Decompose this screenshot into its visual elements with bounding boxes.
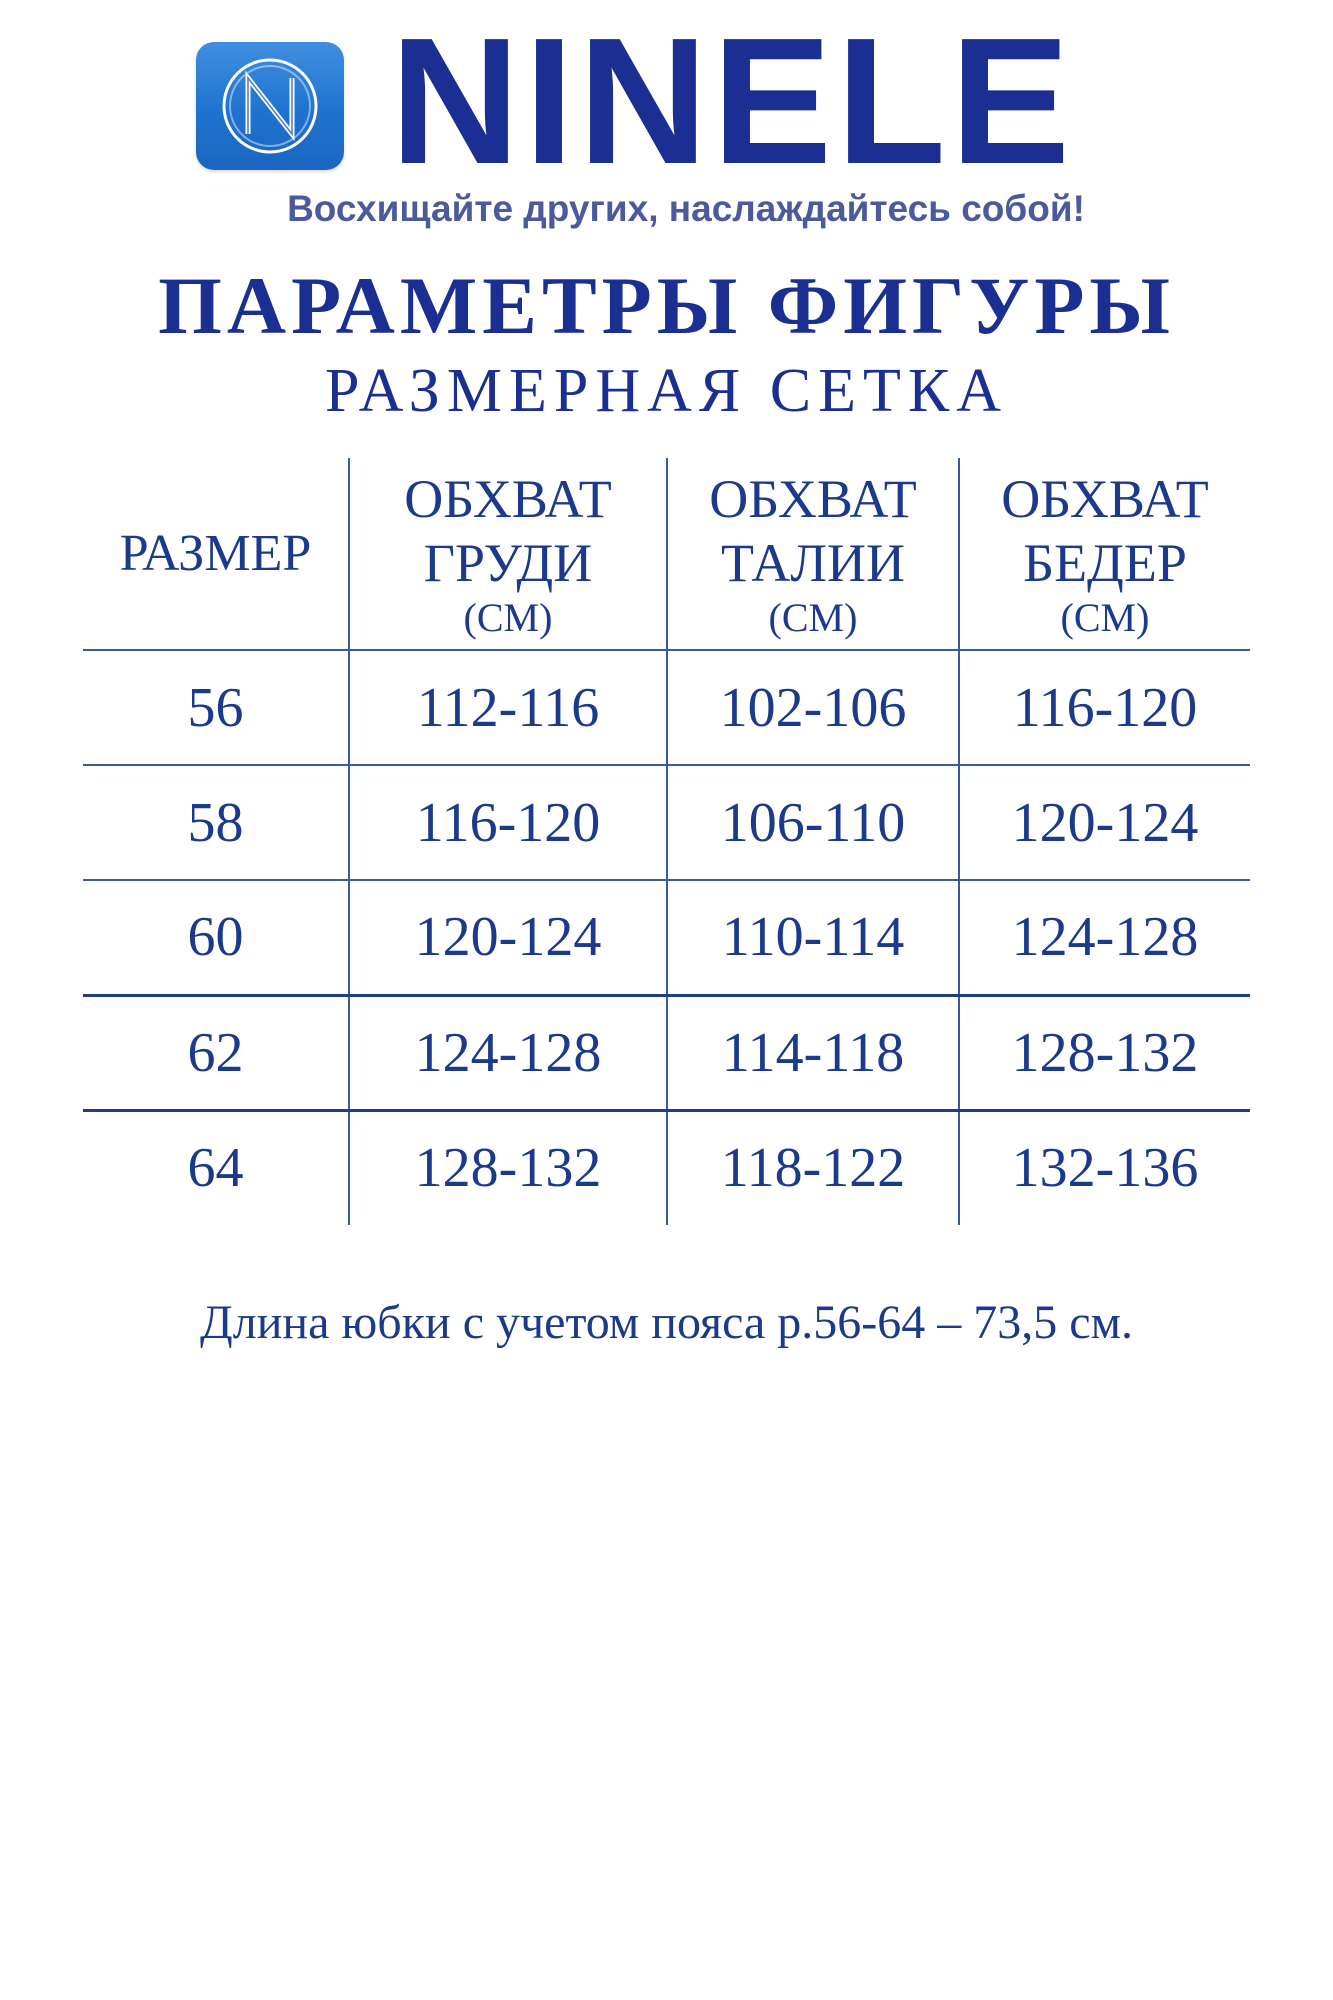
cell-waist: 102-106: [667, 650, 959, 765]
column-header-label: ОБХВАТ: [1001, 468, 1209, 529]
ninele-n-monogram-icon: [196, 42, 344, 170]
cell-size: 64: [83, 1110, 349, 1225]
cell-chest: 128-132: [349, 1110, 667, 1225]
cell-size: 58: [83, 765, 349, 880]
column-header-unit: (СМ): [1060, 594, 1150, 640]
column-header-label: ОБХВАТ: [709, 468, 917, 529]
skirt-length-note: Длина юбки с учетом пояса р.56-64 – 73,5 см.: [200, 1296, 1133, 1349]
cell-hips: 120-124: [959, 765, 1250, 880]
table-row: [83, 995, 1250, 1110]
cell-hips: 132-136: [959, 1110, 1250, 1225]
table-row: [83, 1110, 1250, 1225]
table-row: [83, 765, 1250, 880]
cell-hips: 128-132: [959, 995, 1250, 1110]
column-header-label: ГРУДИ: [423, 532, 593, 593]
page-title: ПАРАМЕТРЫ ФИГУРЫ: [158, 260, 1175, 351]
column-header-waist: [667, 458, 959, 650]
brand-slogan: Восхищайте других, наслаждайтесь собой!: [287, 188, 1085, 229]
cell-waist: 106-110: [667, 765, 959, 880]
table-row: [83, 880, 1250, 995]
cell-hips: 124-128: [959, 880, 1250, 995]
column-header-hips: [959, 458, 1250, 650]
cell-size: 62: [83, 995, 349, 1110]
column-header-unit: (СМ): [768, 594, 858, 640]
cell-chest: 120-124: [349, 880, 667, 995]
column-header-unit: (СМ): [463, 594, 553, 640]
table-row: [83, 650, 1250, 765]
column-header-size: [83, 458, 349, 650]
cell-waist: 118-122: [667, 1110, 959, 1225]
brand-name: NINELE: [390, 1, 1075, 202]
column-header-label: РАЗМЕР: [119, 524, 312, 582]
size-chart-table: [83, 458, 1250, 1225]
cell-chest: 124-128: [349, 995, 667, 1110]
column-header-label: БЕДЕР: [1023, 532, 1187, 593]
column-header-label: ТАЛИИ: [721, 532, 905, 593]
column-header-label: ОБХВАТ: [404, 468, 612, 529]
page-subtitle: РАЗМЕРНАЯ СЕТКА: [325, 357, 1008, 425]
cell-chest: 112-116: [349, 650, 667, 765]
column-header-chest: [349, 458, 667, 650]
cell-waist: 110-114: [667, 880, 959, 995]
cell-hips: 116-120: [959, 650, 1250, 765]
cell-waist: 114-118: [667, 995, 959, 1110]
table-header-row: [83, 458, 1250, 650]
cell-chest: 116-120: [349, 765, 667, 880]
cell-size: 56: [187, 676, 244, 739]
cell-size: 60: [83, 880, 349, 995]
